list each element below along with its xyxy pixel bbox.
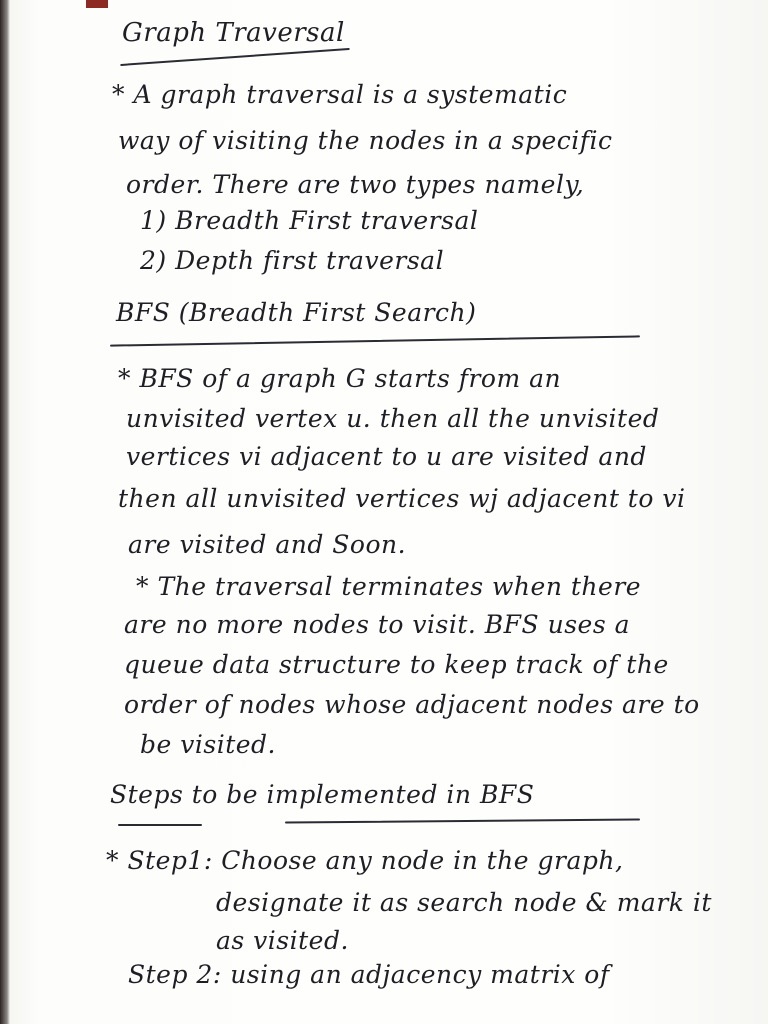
- implemented-underline: [285, 818, 640, 823]
- step-1-line-3: as visited.: [216, 926, 349, 955]
- bfs-line-5: are visited and Soon.: [128, 530, 407, 559]
- bfs-heading-underline: [110, 335, 640, 346]
- page-title: Graph Traversal: [122, 18, 345, 48]
- step-1-line-2: designate it as search node & mark it: [216, 888, 712, 917]
- bfs-line-6: * The traversal terminates when there: [136, 572, 642, 601]
- intro-line-3: order. There are two types namely,: [126, 170, 585, 199]
- intro-line-1: * A graph traversal is a systematic: [112, 80, 568, 109]
- step-2-line-1: Step 2: using an adjacency matrix of: [128, 960, 610, 989]
- bfs-heading: BFS (Breadth First Search): [116, 298, 477, 327]
- bfs-line-2: unvisited vertex u. then all the unvisited: [126, 404, 660, 433]
- intro-line-2: way of visiting the nodes in a specific: [118, 126, 613, 155]
- intro-item-1: 1) Breadth First traversal: [140, 206, 479, 235]
- bfs-line-4: then all unvisited vertices wj adjacent to vi: [118, 484, 686, 513]
- page-corner-mark: [86, 0, 108, 8]
- bfs-line-1: * BFS of a graph G starts from an: [118, 364, 562, 393]
- steps-underline: [118, 824, 202, 826]
- page-binding-edge: [0, 0, 10, 1024]
- bfs-line-10: be visited.: [140, 730, 276, 759]
- bfs-line-3: vertices vi adjacent to u are visited and: [126, 442, 647, 471]
- bfs-line-7: are no more nodes to visit. BFS uses a: [124, 610, 630, 639]
- step-1-line-1: * Step1: Choose any node in the graph,: [106, 846, 624, 875]
- bfs-line-9: order of nodes whose adjacent nodes are to: [124, 690, 700, 719]
- intro-item-2: 2) Depth first traversal: [140, 246, 445, 275]
- title-underline: [120, 48, 350, 66]
- steps-heading: Steps to be implemented in BFS: [110, 780, 535, 809]
- bfs-line-8: queue data structure to keep track of the: [124, 650, 669, 679]
